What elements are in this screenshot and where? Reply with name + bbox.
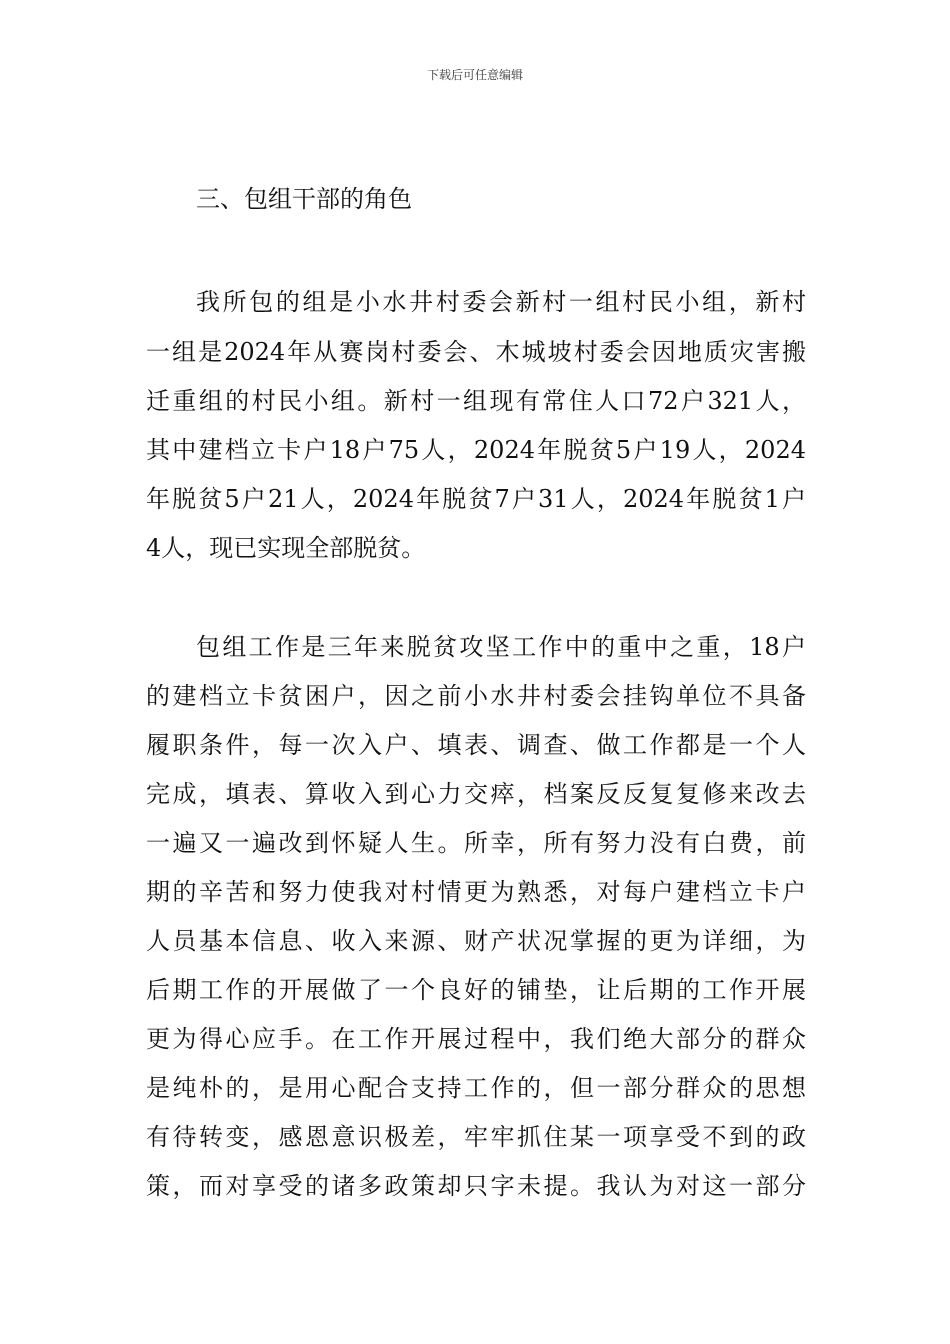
paragraph-line: 期的辛苦和努力使我对村情更为熟悉，对每户建档立卡户 <box>146 878 806 906</box>
paragraph-line: 后期工作的开展做了一个良好的铺垫，让后期的工作开展 <box>146 976 806 1004</box>
paragraph-line: 履职条件，每一次入户、填表、调查、做工作都是一个人 <box>146 731 806 759</box>
paragraph-line: 一遍又一遍改到怀疑人生。所幸，所有努力没有白费，前 <box>146 829 806 857</box>
paragraph-line: 是纯朴的，是用心配合支持工作的，但一部分群众的思想 <box>146 1074 806 1102</box>
paragraph-line: 的建档立卡贫困户，因之前小水井村委会挂钩单位不具备 <box>146 682 806 710</box>
paragraph-line: 一组是2024年从赛岗村委会、木城坡村委会因地质灾害搬 <box>146 338 806 366</box>
paragraph-line: 策，而对享受的诸多政策却只字未提。我认为对这一部分 <box>146 1172 806 1200</box>
paragraph-line: 更为得心应手。在工作开展过程中，我们绝大部分的群众 <box>146 1025 806 1053</box>
paragraph-line: 迁重组的村民小组。新村一组现有常住人口72户321人， <box>146 387 806 415</box>
paragraph-line: 我所包的组是小水井村委会新村一组村民小组，新村 <box>196 288 806 316</box>
paragraph-line: 完成，填表、算收入到心力交瘁，档案反反复复修来改去 <box>146 780 806 808</box>
paragraph-line: 包组工作是三年来脱贫攻坚工作中的重中之重，18户 <box>196 633 806 661</box>
paragraph-line: 4人，现已实现全部脱贫。 <box>146 534 426 562</box>
section-heading: 三、包组干部的角色 <box>196 185 412 213</box>
page-header: 下载后可任意编辑 <box>426 68 523 82</box>
paragraph-line: 人员基本信息、收入来源、财产状况掌握的更为详细，为 <box>146 927 806 955</box>
paragraph-line: 年脱贫5户21人，2024年脱贫7户31人，2024年脱贫1户 <box>146 485 806 513</box>
paragraph-line: 其中建档立卡户18户75人，2024年脱贫5户19人，2024 <box>146 436 806 464</box>
paragraph-line: 有待转变，感恩意识极差，牢牢抓住某一项享受不到的政 <box>146 1123 806 1151</box>
